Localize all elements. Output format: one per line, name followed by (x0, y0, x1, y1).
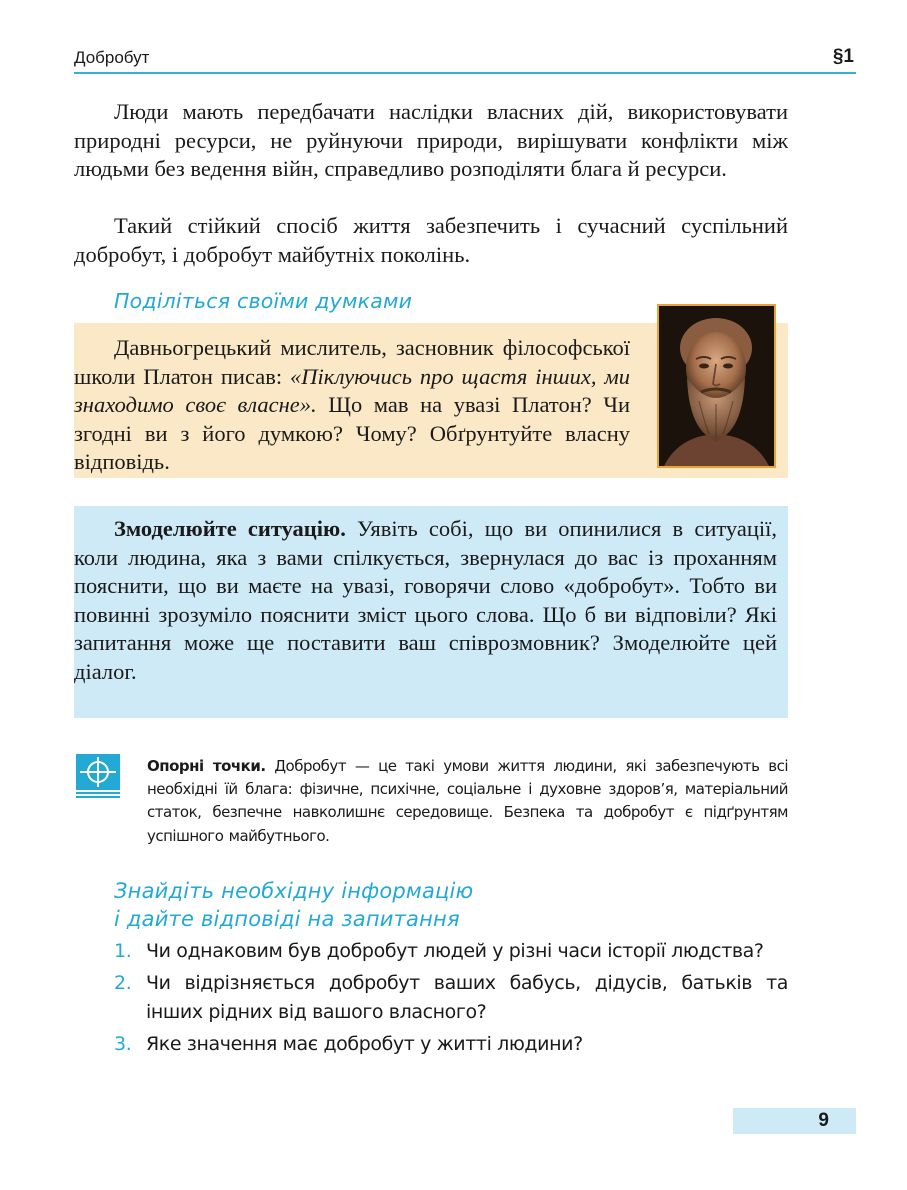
share-text-intro: Давньогрецький мислитель, засновник філософської школи Платон писав: (74, 335, 630, 389)
plato-quote: «Піклуючись про щастя інших, ми знаходимо своє власне». (74, 363, 631, 417)
question-number: 1. (114, 940, 132, 962)
find-info-heading-line2: і дайте відповіді на запитання (114, 907, 460, 931)
paragraph: Такий стійкий спосіб життя забезпечить і сучасний суспільний добробут, і добробут майбутніх поколінь. (74, 213, 788, 267)
page-header (74, 44, 856, 74)
plato-bust-image (657, 304, 776, 468)
share-text-questions: Що мав на увазі Платон? Чи згодні ви з його думкою? Чому? Обґрунтуйте власну відповідь. (74, 392, 630, 474)
page-number: 9 (818, 1110, 829, 1131)
question-text: Чи відрізняється добробут ваших бабусь, дідусів, батьків та інших рідних від вашого власного? (146, 972, 788, 1023)
model-situation-lead: Змоделюйте ситуацію. (114, 516, 346, 541)
section-number: §1 (832, 46, 854, 67)
key-points-body: Добробут — це такі умови життя людини, які забезпечують всі необхідні їй блага: фізичне, психічне, соціальне і духовне здоров’я, матеріальний статок, безпечне навколишнє середовище. Безпека та добробут є підґрунтям успішного майбутнього. (147, 757, 788, 845)
list-item (74, 937, 788, 966)
list-item (74, 1030, 788, 1059)
find-info-heading-line1: Знайдіть необхідну інформацію (114, 879, 474, 903)
share-thoughts-heading: Поділіться своїми думками (114, 289, 413, 313)
section-title: Добробут (74, 48, 150, 67)
target-icon (76, 754, 120, 798)
key-points-text (147, 755, 788, 848)
question-number: 2. (114, 972, 132, 994)
plato-bust-illustration (659, 306, 774, 466)
question-list (74, 937, 788, 1062)
key-points-lead: Опорні точки. (147, 757, 266, 775)
paragraph: Люди мають передбачати наслідки власних дій, використовувати природні ресурси, не руйнуючи природи, вирішувати конфлікти між людьми без ведення війн, справедливо розподіляти блага й ресурси. (74, 99, 788, 181)
question-text: Чи однаковим був добробут людей у різні часи історії людства? (146, 940, 764, 962)
find-info-heading (114, 877, 473, 933)
model-situation-text (74, 515, 777, 686)
question-text: Яке значення має добробут у житті людини? (146, 1033, 583, 1055)
list-item (74, 969, 788, 1027)
model-situation-body: Уявіть собі, що ви опинилися в ситуації, коли людина, яка з вами спілкується, звернулася до вас із проханням пояснити, що ви маєте на увазі, говорячи слово «добробут». Тобто ви повинні зрозуміло пояснити зміст цього слова. Що б ви відповіли? Які запитання може ще поставити ваш співрозмовник? Змоделюйте цей діалог. (74, 516, 778, 684)
question-number: 3. (114, 1033, 132, 1055)
share-thoughts-text (74, 334, 630, 477)
